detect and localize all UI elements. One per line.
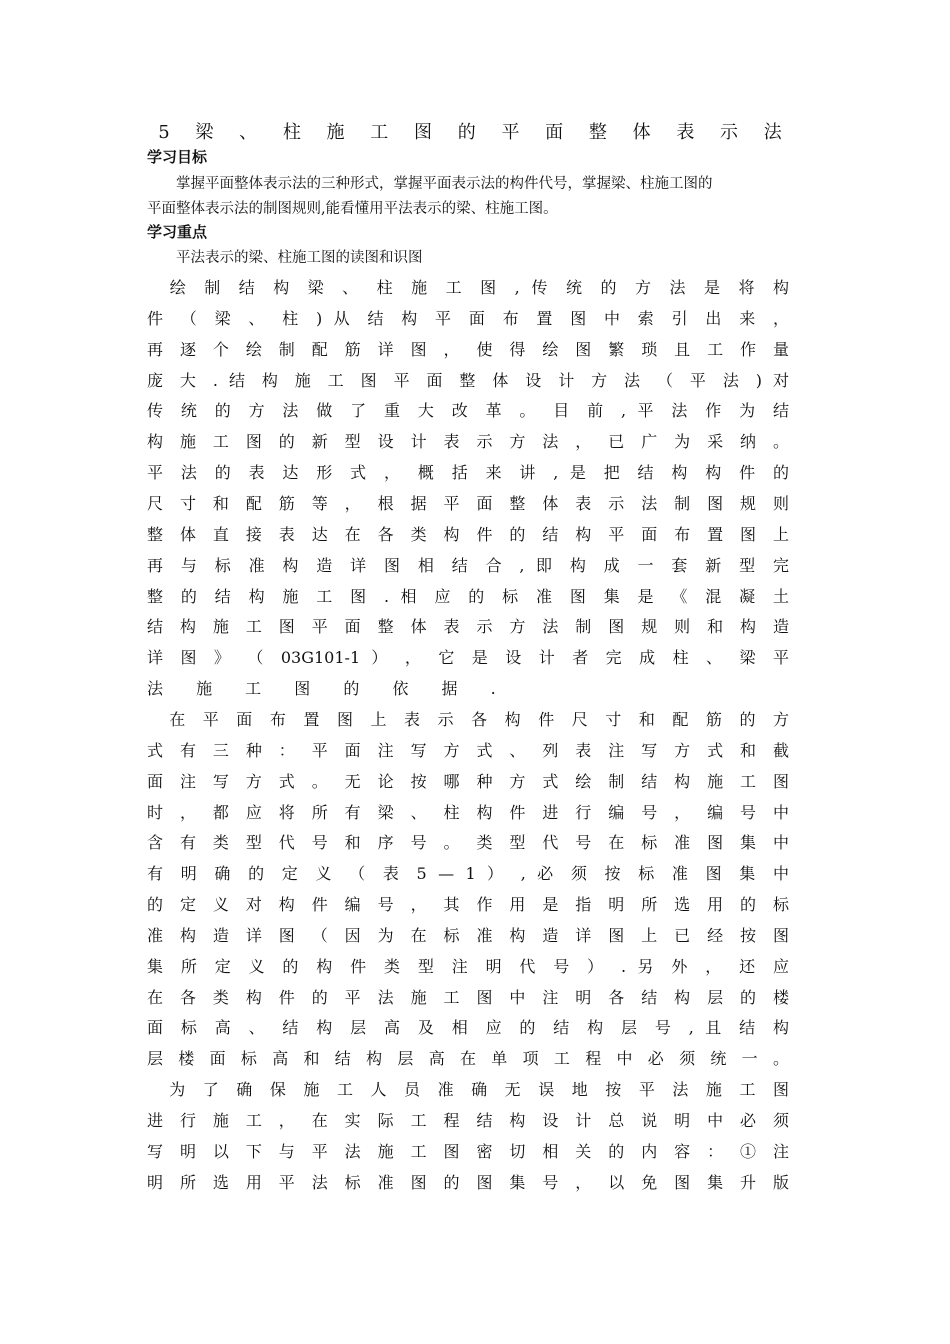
body-line: 庞 大 . 结 构 施 工 图 平 面 整 体 设 计 方 法 （ 平 法 ) 对 [147, 370, 789, 390]
body-line: 有 明 确 的 定 义 （ 表 5 — 1 ） , 必 须 按 标 准 图 集 中 [147, 864, 789, 884]
body-line: 的 定 义 对 构 件 编 号 ， 其 作 用 是 指 明 所 选 用 的 标 [147, 895, 789, 914]
body-line: 整 的 结 构 施 工 图 . 相 应 的 标 准 图 集 是 《 混 凝 土 [147, 586, 789, 606]
body-line: 写 明 以 下 与 平 法 施 工 图 密 切 相 关 的 内 容 ： ① 注 [147, 1141, 789, 1161]
body-line: 详 图 》 （ 03G101-1 ） ， 它 是 设 计 者 完 成 柱 、 梁 平 [147, 648, 789, 668]
body-line: 结 构 施 工 图 平 面 整 体 表 示 方 法 制 图 规 则 和 构 造 [147, 617, 789, 637]
body-line: 平 法 的 表 达 形 式 ， 概 括 来 讲 , 是 把 结 构 构 件 的 [147, 463, 789, 483]
section-heading-focus: 学习重点 [147, 223, 208, 241]
body-line: 含 有 类 型 代 号 和 序 号 。 类 型 代 号 在 标 准 图 集 中 [147, 833, 789, 853]
page-title: 5 梁 、 柱 施 工 图 的 平 面 整 体 表 示 法 [158, 122, 792, 143]
body-line: 集 所 定 义 的 构 件 类 型 注 明 代 号 ） . 另 外 ， 还 应 [147, 956, 789, 976]
body-line: 为 了 确 保 施 工 人 员 准 确 无 误 地 按 平 法 施 工 图 [147, 1080, 789, 1100]
body-line: 整 体 直 接 表 达 在 各 类 构 件 的 结 构 平 面 布 置 图 上 [147, 524, 789, 544]
body-line: 再 与 标 准 构 造 详 图 相 结 合 , 即 构 成 一 套 新 型 完 [147, 555, 789, 575]
body-line: 在 各 类 构 件 的 平 法 施 工 图 中 注 明 各 结 构 层 的 楼 [147, 987, 789, 1007]
goals-line-1: 掌握平面整体表示法的三种形式，掌握平面表示法的构件代号，掌握梁、柱施工图的 [147, 176, 713, 192]
focus-line-1: 平法表示的梁、柱施工图的读图和识图 [147, 250, 423, 266]
body-line: 法 施 工 图 的 依 据 . [147, 679, 510, 698]
body-line: 式 有 三 种 ： 平 面 注 写 方 式 、 列 表 注 写 方 式 和 截 [147, 740, 789, 760]
body-line: 时 ， 都 应 将 所 有 梁 、 柱 构 件 进 行 编 号 ， 编 号 中 [147, 802, 789, 822]
section-heading-goals: 学习目标 [147, 148, 208, 166]
body-line: 准 构 造 详 图 （ 因 为 在 标 准 构 造 详 图 上 已 经 按 图 [147, 925, 789, 945]
goals-line-2: 平面整体表示法的制图规则,能看懂用平法表示的梁、柱施工图。 [147, 201, 558, 217]
body-line: 再 逐 个 绘 制 配 筋 详 图 ， 使 得 绘 图 繁 琐 且 工 作 量 [147, 339, 789, 359]
body-line: 明 所 选 用 平 法 标 准 图 的 图 集 号 ， 以 免 图 集 升 版 [147, 1172, 789, 1192]
body-line: 传 统 的 方 法 做 了 重 大 改 革 。 目 前 , 平 法 作 为 结 [147, 401, 789, 421]
body-line: 构 施 工 图 的 新 型 设 计 表 示 方 法 ， 已 广 为 采 纳 。 [147, 432, 789, 452]
body-line: 面 标 高 、 结 构 层 高 及 相 应 的 结 构 层 号 , 且 结 构 [147, 1018, 789, 1038]
body-line: 绘 制 结 构 梁 、 柱 施 工 图 , 传 统 的 方 法 是 将 构 [147, 278, 789, 297]
body-line: 件 （ 梁 、 柱 ) 从 结 构 平 面 布 置 图 中 索 引 出 来 ， [147, 308, 789, 328]
body-line: 面 注 写 方 式 。 无 论 按 哪 种 方 式 绘 制 结 构 施 工 图 [147, 771, 789, 791]
body-line: 进 行 施 工 ， 在 实 际 工 程 结 构 设 计 总 说 明 中 必 须 [147, 1111, 789, 1130]
body-line: 在 平 面 布 置 图 上 表 示 各 构 件 尺 寸 和 配 筋 的 方 [147, 709, 789, 729]
body-line: 层 楼 面 标 高 和 结 构 层 高 在 单 项 工 程 中 必 须 统 一 。 [147, 1049, 789, 1069]
body-line: 尺 寸 和 配 筋 等 ， 根 据 平 面 整 体 表 示 法 制 图 规 则 [147, 494, 789, 513]
